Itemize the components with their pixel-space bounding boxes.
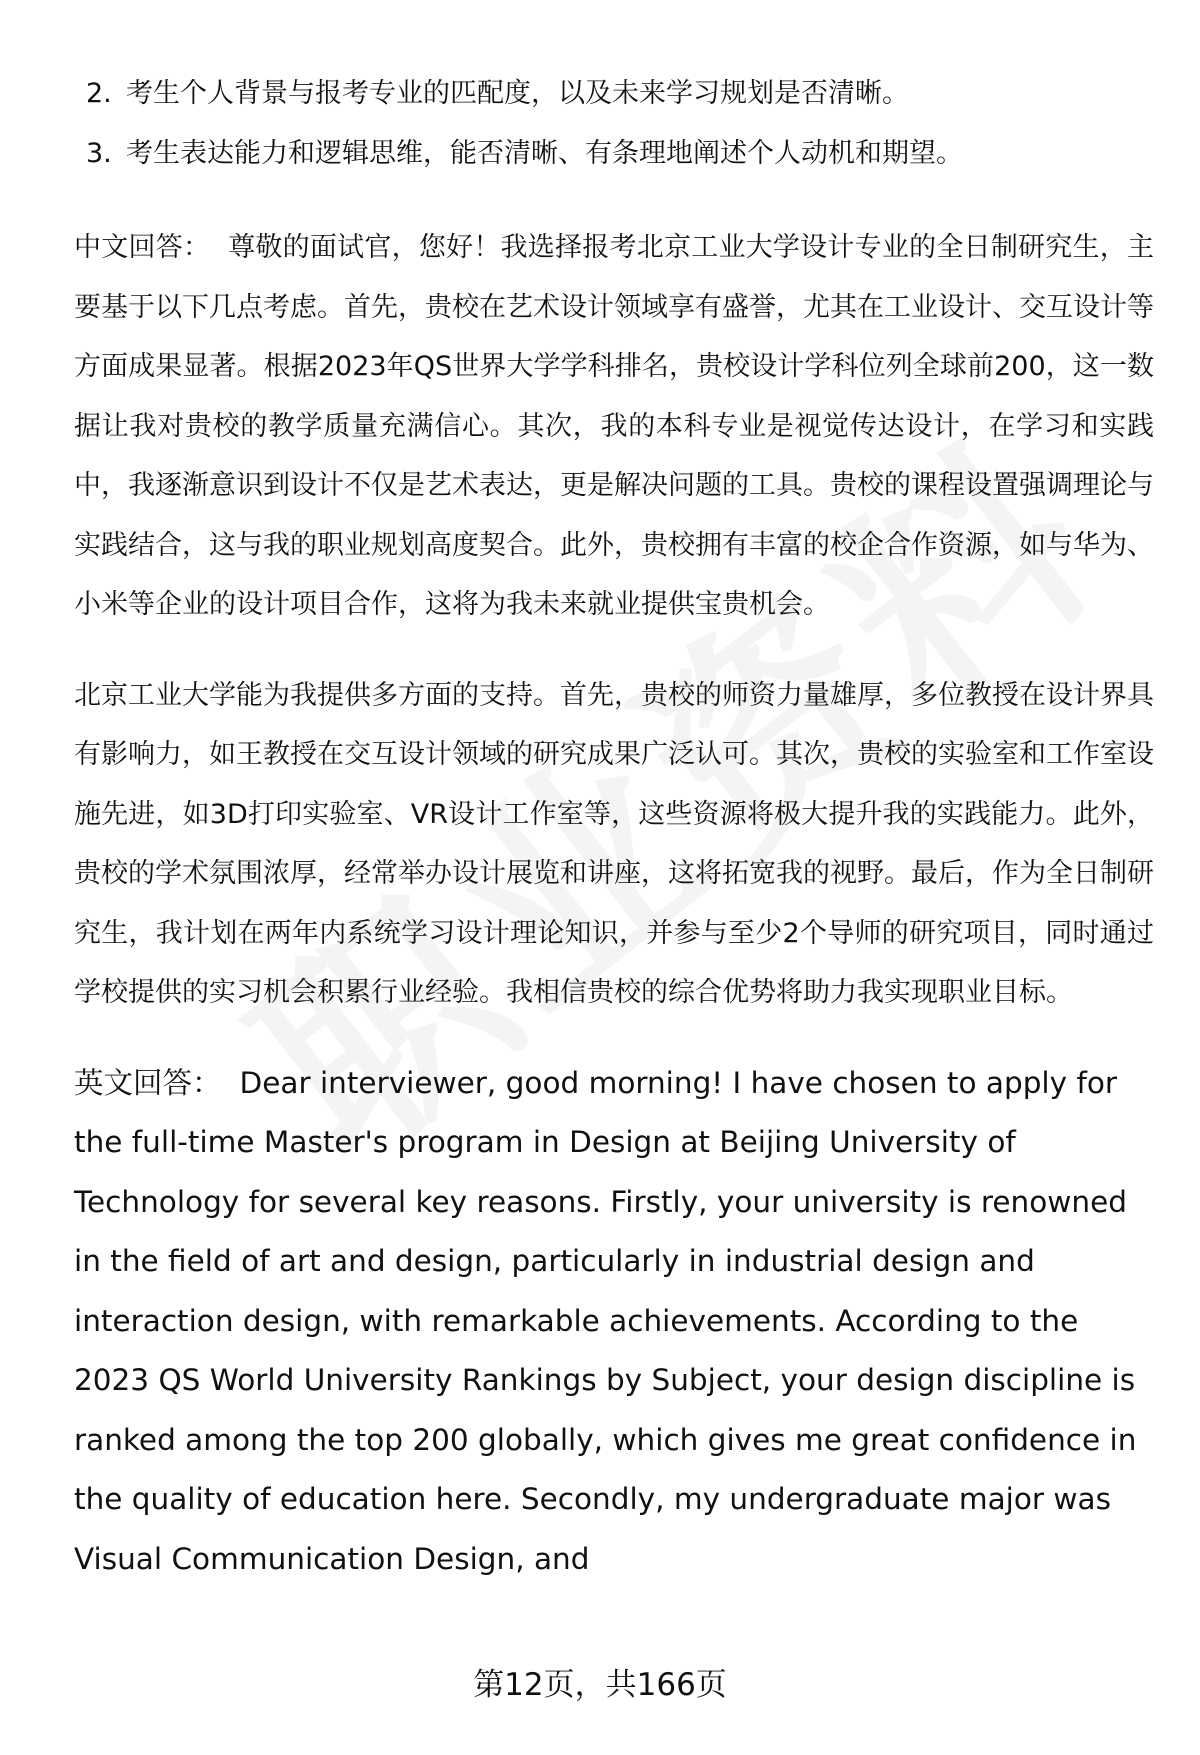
english-answer-label: 英文回答： [74,1065,222,1100]
list-item-number: 3. [86,138,112,169]
criteria-list [74,64,1154,184]
english-answer-paragraph [74,1054,1154,1590]
list-item [74,64,1154,124]
list-item-text: 考生个人背景与报考专业的匹配度，以及未来学习规划是否清晰。 [126,78,909,109]
list-item-text: 考生表达能力和逻辑思维，能否清晰、有条理地阐述个人动机和期望。 [126,138,963,169]
chinese-answer-paragraph-1 [74,218,1154,635]
document-body [74,64,1154,1620]
chinese-answer-paragraph-2: 北京工业大学能为我提供多方面的支持。首先，贵校的师资力量雄厚，多位教授在设计界具有影响力，如王教授在交互设计领域的研究成果广泛认可。其次，贵校的实验室和工作室设施先进，如3D打印实验室、VR设计工作室等，这些资源将极大提升我的实践能力。此外，贵校的学术氛围浓厚，经常举办设计展览和讲座，这将拓宽我的视野。最后，作为全日制研究生，我计划在两年内系统学习设计理论知识，并参与至少2个导师的研究项目，同时通过学校提供的实习机会积累行业经验。我相信贵校的综合优势将助力我实现职业目标。 [74,679,1154,1008]
list-item-number: 2. [86,78,112,109]
page-number-footer: 第12页，共166页 [473,1667,727,1703]
chinese-answer-text: 尊敬的面试官，您好！我选择报考北京工业大学设计专业的全日制研究生，主要基于以下几点考虑。首先，贵校在艺术设计领域享有盛誉，尤其在工业设计、交互设计等方面成果显著。根据2023年QS世界大学学科排名，贵校设计学科位列全球前200，这一数据让我对贵校的教学质量充满信心。其次，我的本科专业是视觉传达设计，在学习和实践中，我逐渐意识到设计不仅是艺术表达，更是解决问题的工具。贵校的课程设置强调理论与实践结合，这与我的职业规划高度契合。此外，贵校拥有丰富的校企合作资源，如与华为、小米等企业的设计项目合作，这将为我未来就业提供宝贵机会。 [74,232,1155,620]
english-answer-text: Dear interviewer, good morning! I have chosen to apply for the full-time Master's program in Design at Beijing University of Technology for several key reasons. Firstly, your university is renowned in the field of art and design, particularly in industrial design and interaction design, with remarkable achievements. According to the 2023 QS World University Rankings by Subject, your design discipline is ranked among the top 200 globally, which gives me great confidence in the quality of education here. Secondly, my undergraduate major was Visual Communication Design, and [74,1065,1137,1576]
chinese-answer-label: 中文回答： [74,232,211,263]
list-item [74,124,1154,184]
